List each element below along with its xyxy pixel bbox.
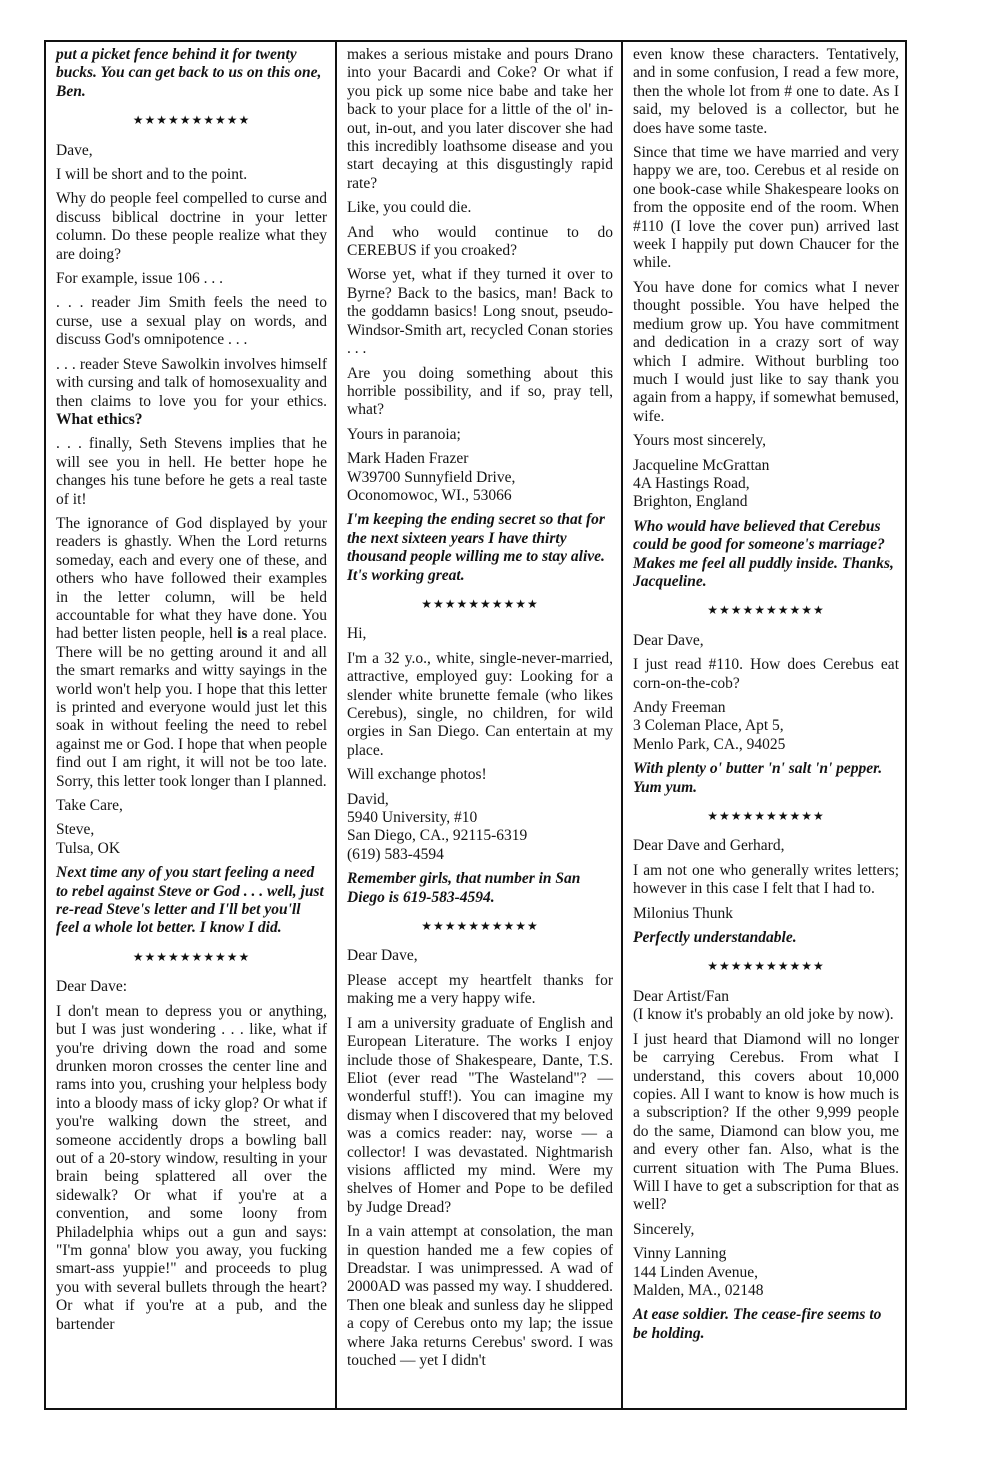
letter-paragraph: I don't mean to depress you or anything, but I was just wondering . . . like, what if you're driving down the road and some drunken moron crosses the center line and rams into you, crushing your helpless body into a bloody mass of icky glop? Or what if you're walking down the street, and someone accidently drops a bowling ball out of a 20-story window, resulting in your brain being splattered all over the sidewalk? Or what if you're at a convention, and some loony from Philadelphia whips out a gun and says: "I'm gonna' blow you away, you fucking smart-ass yuppie!" and proceeds to plug you with several bullets through the heart? Or what if you're at a pub, and the bartender: [56, 1002, 327, 1333]
letter-address: 144 Linden Avenue,: [633, 1263, 758, 1281]
letter-paragraph: even know these characters. Tentatively, and in some confusion, I read a few more, then the whole lot from # one to date. As I said, my beloved is a collector, but he does have some taste.: [633, 46, 899, 137]
letter-signature: Milonius Thunk: [633, 904, 734, 922]
letter-paragraph: Are you doing something about this horrible possibility, and if so, pray tell, what?: [347, 364, 613, 419]
letter-paragraph: You have done for comics what I never thought possible. You have helped the medium grow up. You have commitment and dedication in a crazy sort of way which I admire. Without burbling too much I would just like to say thank you again from a happy, if somewhat bemused, wife.: [633, 278, 899, 425]
star-separator: ★★★★★★★★★★: [707, 603, 825, 618]
letter-paragraph: I just heard that Diamond will no longer be carrying Cerebus. From what I understand, this covers about 10,000 copies. All I want to know is how much is a subscription? If the other 9,999 people do the same, Diamond can blow you, me and every other fan. Also, what is the current situation with The Puma Blues. Will I have to get a subscription for that as well?: [633, 1030, 899, 1214]
letter-paragraph: Will exchange photos!: [347, 766, 487, 784]
letter-paragraph: I just read #110. How does Cerebus eat corn-on-the-cob?: [633, 656, 899, 692]
letter-address: Menlo Park, CA., 94025: [633, 735, 786, 753]
letter-closing: Take Care,: [56, 797, 123, 815]
letter-address: Tulsa, OK: [56, 839, 121, 857]
letter-salutation: Dear Dave and Gerhard,: [633, 837, 785, 855]
letter-paragraph: I am not one who generally writes letters; however in this case I felt that I had to.: [633, 861, 899, 898]
letter-signature: Mark Haden Frazer: [347, 450, 469, 468]
letter-paragraph: Please accept my heartfelt thanks for making me a very happy wife.: [347, 971, 613, 1008]
star-separator: ★★★★★★★★★★: [132, 949, 251, 964]
letter-paragraph: I'm a 32 y.o., white, single-never-married, attractive, employed guy: Looking for a slender white brunette female (who likes Cerebus), single, no children, for wild orgies in San Diego. Can entertain at my place.: [347, 649, 613, 759]
bold-emphasis: What ethics?: [56, 410, 143, 428]
letter-paragraph: . . . reader Jim Smith feels the need to curse, use a sexual play on words, and discuss God's omnipotence . . .: [56, 294, 327, 349]
star-separator: ★★★★★★★★★★: [707, 809, 825, 824]
letter-paragraph: I will be short and to the point.: [56, 166, 248, 184]
letter-salutation: Dear Dave,: [347, 947, 418, 965]
editor-reply: put a picket fence behind it for twenty bucks. You can get back to us on this one, Ben.: [56, 46, 322, 100]
editor-reply: At ease soldier. The cease-fire seems to be holding.: [633, 1306, 882, 1342]
letter-closing: Sincerely,: [633, 1220, 695, 1238]
letter-signature: Andy Freeman: [633, 699, 726, 716]
column-3: [623, 42, 907, 1408]
letter-paragraph: Why do people feel compelled to curse and discuss biblical doctrine in your letter column. Do these people realize what they are doing?: [56, 190, 327, 263]
editor-reply: Remember girls, that number in San Diego is 619-583-4594.: [347, 870, 581, 906]
letter-address: 5940 University, #10: [347, 809, 478, 827]
letter-paragraph: And who would continue to do CEREBUS if you croaked?: [347, 223, 613, 260]
letter-salutation: Hi,: [347, 625, 367, 643]
letter-signature: Vinny Lanning: [633, 1245, 727, 1263]
letter-signature: Steve,: [56, 821, 95, 839]
editor-reply: Next time any of you start feeling a need to rebel against Steve or God . . . well, just re-read Steve's letter and I'll bet you'll feel a whole lot better. I know I did.: [56, 864, 324, 937]
editor-reply: Who would have believed that Cerebus could be good for someone's marriage? Makes me feel all puddly inside. Thanks, Jacqueline.: [633, 517, 894, 590]
paragraph-text: The ignorance of God displayed by your readers is ghastly. When the Lord returns someday, each and every one of these, and others who have followed their examples in the letter column, will be held accountable for what they have done. You had better listen people, hell: [56, 514, 327, 643]
bold-emphasis: is: [237, 625, 248, 643]
letter-paragraph: Worse yet, what if they turned it over to Byrne? Back to the basics, man! Back to the goddamn basics! Long snout, pseudo-Windsor-Smith art, recycled Conan stories . . .: [347, 266, 613, 358]
letter-paragraph: [56, 356, 327, 430]
letter-closing: Yours most sincerely,: [633, 432, 767, 450]
column-2: [337, 42, 623, 1408]
letter-paragraph: makes a serious mistake and pours Drano into your Bacardi and Coke? Or what if you pick up some nice babe and take her back to your place for a little of the ol' in-out, in-out, and you later discover she had this incredibly loathsome disease and you start decaying at this disgustingly rapid rate?: [347, 46, 613, 192]
star-separator: ★★★★★★★★★★: [421, 919, 539, 934]
letter-address: Brighton, England: [633, 493, 748, 511]
letter-paragraph: . . . finally, Seth Stevens implies that he will see you in hell. He better hope he changes his tune before he gets a real taste of it!: [56, 435, 327, 508]
editor-reply: I'm keeping the ending secret so that for the next sixteen years I have thirty thousand people willing me to stay alive. It's working great.: [347, 511, 605, 584]
letter-address: W39700 Sunnyfield Drive,: [347, 468, 516, 486]
letter-paragraph: I am a university graduate of English and European Literature. The works I enjoy include those of Shakespeare, Dante, T.S. Eliot (ever read "The Wasteland"? — wonderful stuff!). You can imagine my dismay when I discovered that my beloved was a comics reader: nay, worse — a collector! I was devastated. Nightmarish visions afflicted my mind. Were my shelves of Homer and Pope to be defiled by Judge Dread?: [347, 1014, 614, 1216]
letter-address: 3 Coleman Place, Apt 5,: [633, 717, 784, 735]
letter-address: 4A Hastings Road,: [633, 474, 750, 492]
letter-salutation: Dear Artist/Fan: [633, 987, 729, 1005]
letter-paragraph: Like, you could die.: [347, 199, 472, 217]
star-separator: ★★★★★★★★★★: [132, 113, 251, 128]
letter-address: Malden, MA., 02148: [633, 1281, 764, 1299]
letter-phone: (619) 583-4594: [347, 845, 444, 863]
letter-paragraph: For example, issue 106 . . .: [56, 270, 224, 288]
paragraph-text: a real place. There will be no getting around it and all the smart remarks and witty sayings in the world won't help you. I hope that this letter is printed and everyone would just let this soak in without feeling the need to rebel against me or God. I hope that when people find out I am right, it will not be too late. Sorry, this letter took longer than I planned.: [56, 625, 328, 790]
letter-address: San Diego, CA., 92115-6319: [347, 827, 528, 845]
editor-reply: Perfectly understandable.: [633, 929, 797, 947]
letter-salutation: Dave,: [56, 141, 93, 159]
letter-signature: David,: [347, 790, 389, 808]
letter-paragraph: (I know it's probably an old joke by now).: [633, 1006, 894, 1024]
editor-reply: With plenty o' butter 'n' salt 'n' pepper. Yum yum.: [633, 760, 883, 796]
column-1: [46, 42, 337, 1408]
letter-signature: Jacqueline McGrattan: [633, 456, 770, 474]
letter-paragraph: Since that time we have married and very happy we are, too. Cerebus et al reside on one book-case while Shakespeare looks on from the opposite end of the room. When #110 (I love the cover pun) arrived last week I happily put down Chaucer for the while.: [633, 144, 899, 272]
letter-salutation: Dear Dave:: [56, 978, 127, 996]
letters-page: [44, 40, 907, 1410]
letter-paragraph: In a vain attempt at consolation, the man in question handed me a few copies of Dreadstar. I was unimpressed. A wad of 2000AD was passed my way. I shuddered. Then one bleak and sunless day he slipped a copy of Cerebus onto my lap; the issue where Jaka returns Cerebus' sword. I was touched — yet I didn't: [347, 1223, 613, 1369]
star-separator: ★★★★★★★★★★: [421, 596, 539, 611]
letter-salutation: Dear Dave,: [633, 631, 704, 649]
star-separator: ★★★★★★★★★★: [707, 959, 825, 974]
letter-address: Oconomowoc, WI., 53066: [347, 486, 512, 504]
letter-closing: Yours in paranoia;: [347, 425, 461, 443]
paragraph-text: . . . reader Steve Sawolkin involves himself with cursing and talk of homosexuality and then claims to love you for your ethics.: [56, 355, 327, 410]
letter-paragraph: [56, 515, 327, 791]
